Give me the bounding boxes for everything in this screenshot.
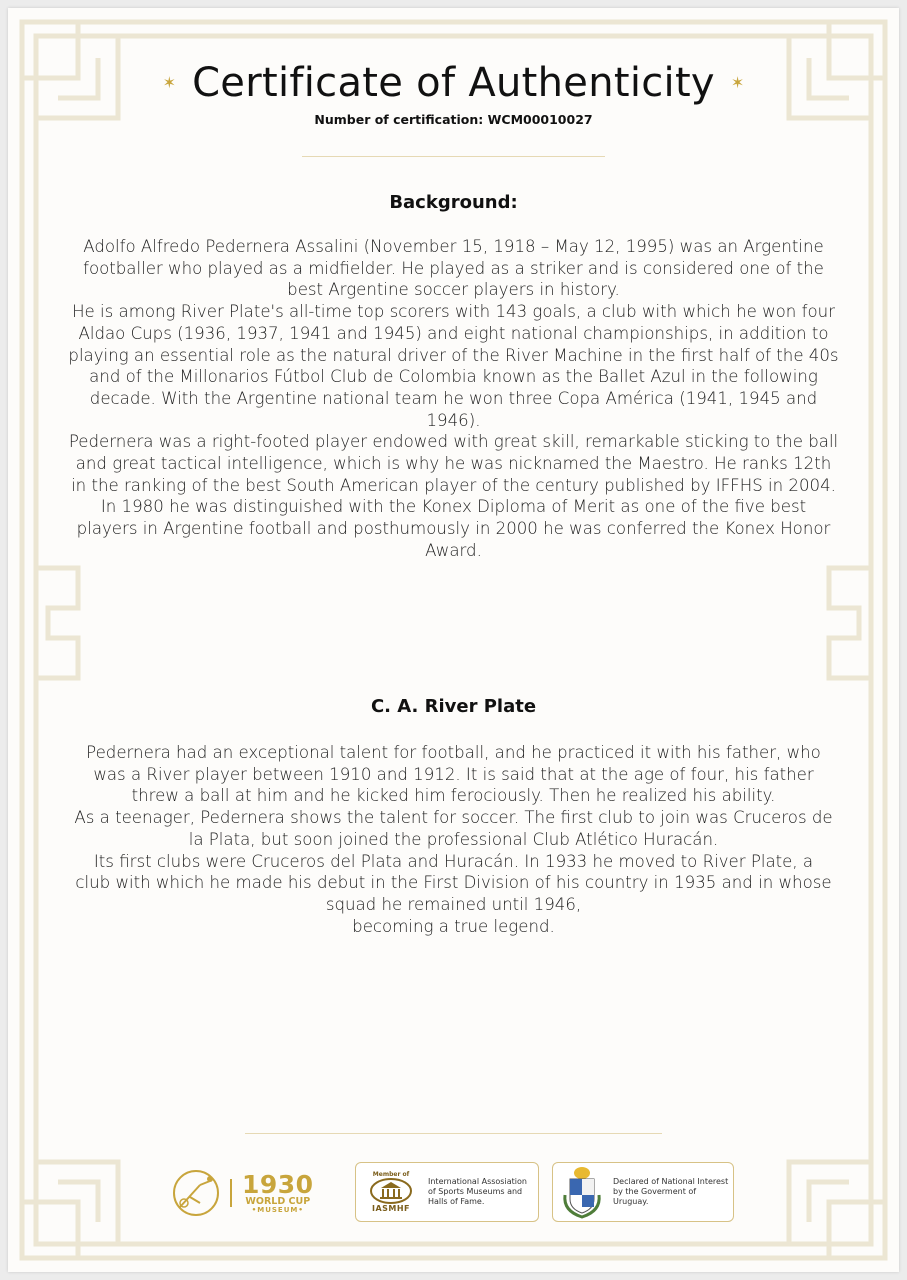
uruguay-text: Declared of National Interest by the Goverment of Uruguay. — [613, 1177, 729, 1206]
museum-year: 1930 — [242, 1170, 314, 1200]
paragraph: Its first clubs were Cruceros del Plata and Huracán. In 1933 he moved to River Plate, a club with which he made his debut in the First Division of his country in 1935 and in whose squad he remained until 1946, — [75, 851, 832, 914]
museum-line1: WORLD CUP — [245, 1196, 311, 1208]
paragraph: Pedernera had an exceptional talent for football, and he practiced it with his father, who was a River player between 1910 and 1912. It is said that at the age of four, his father threw a ball at him and he kicked him ferociously. Then he realized his ability. — [86, 743, 821, 806]
paragraph: He is among River Plate's all-time top scorers with 143 goals, a club with which he won four Aldao Cups (1936, 1937, 1941 and 1945) and eight national championships, in addition to playing an essential role as the natural driver of the River Machine in the first half of the 40s and of the Millonarios Fútbol Club de Colombia known as the Ballet Azul in the following decade. With the Argentine national team he won three Copa América (1941, 1945 and 1946). — [68, 302, 839, 430]
background-text — [68, 236, 839, 562]
paragraph: becoming a true legend. — [352, 916, 555, 936]
star-icon: ✶ — [730, 73, 745, 92]
football-player-icon — [170, 1167, 222, 1219]
paragraph: As a teenager, Pedernera shows the talent for soccer. The first club to join was Cruceros de la Plata, but soon joined the professional Club Atlético Huracán. — [74, 808, 833, 849]
iasmhf-badge — [355, 1162, 539, 1222]
iasmhf-text: International Assosiation of Sports Museums and Halls of Fame. — [428, 1177, 527, 1206]
paragraph: Adolfo Alfredo Pedernera Assalini (November 15, 1918 – May 12, 1995) was an Argentine footballer who played as a midfielder. He played as a striker and is considered one of the best Argentine soccer players in history. — [83, 237, 824, 300]
museum-wordmark — [242, 1172, 314, 1214]
header-divider — [302, 156, 605, 157]
footer-divider — [245, 1133, 662, 1134]
museum-logo — [170, 1164, 314, 1222]
paragraph: Pedernera was a right-footed player endowed with great skill, remarkable sticking to the ball and great tactical intelligence, which is why he was nicknamed the Maestro. He ranks 12th in the ranking of the best South American player of the century published by IFFHS in 2004. In 1980 he was distinguished with the Konex Diploma of Merit as one of the five best players in Argentine football and posthumously in 2000 he was conferred the Konex Honor Award. — [68, 432, 839, 560]
logo-divider — [230, 1179, 232, 1207]
star-icon: ✶ — [162, 73, 177, 92]
section-heading-river-plate: C. A. River Plate — [370, 696, 537, 717]
certificate-title: Certificate of Authenticity — [192, 60, 715, 106]
iasmhf-logo — [362, 1171, 420, 1213]
iasmhf-member-label: Member of — [372, 1171, 410, 1178]
museum-building-icon — [369, 1178, 413, 1204]
certificate-header — [8, 60, 899, 127]
uruguay-coat-of-arms-icon — [559, 1165, 605, 1219]
uruguay-badge — [552, 1162, 734, 1222]
footer — [8, 1160, 899, 1224]
museum-line2: •MUSEUM• — [251, 1205, 304, 1214]
section-heading-background: Background: — [389, 192, 518, 213]
certificate-page — [8, 8, 899, 1272]
river-plate-text — [74, 742, 833, 937]
certification-number: Number of certification: WCM00010027 — [314, 112, 593, 127]
title-row — [8, 60, 899, 106]
iasmhf-abbr: IASMHF — [371, 1204, 411, 1213]
